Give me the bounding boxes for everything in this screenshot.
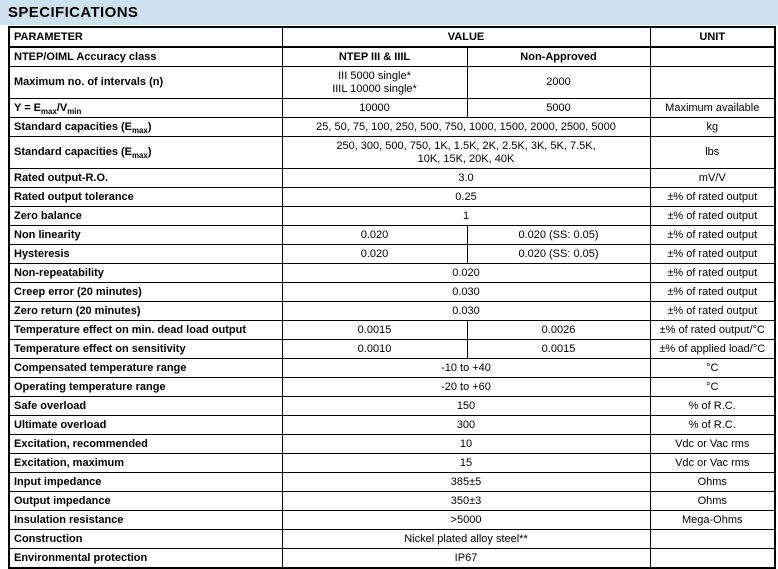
column-header-value: VALUE	[282, 27, 650, 47]
table-row	[9, 416, 775, 435]
ntep-value-cell: 0.020	[282, 245, 467, 264]
parameter-cell: Standard capacities $(E_{max})$	[9, 118, 282, 137]
unit-cell: °C	[650, 378, 775, 397]
value-cell: 0.020	[282, 264, 650, 283]
unit-cell: Vdc or Vac rms	[650, 435, 775, 454]
value-cell: 385±5	[282, 473, 650, 492]
table-row	[9, 530, 775, 549]
ntep-value-cell: 0.020	[282, 226, 467, 245]
value-cell: 0.030	[282, 283, 650, 302]
unit-cell: % of R.C.	[650, 397, 775, 416]
value-cell: Nickel plated alloy steel**	[282, 530, 650, 549]
unit-cell: ±% of rated output	[650, 264, 775, 283]
parameter-cell: Creep error (20 minutes)	[9, 283, 282, 302]
parameter-cell: Rated output tolerance	[9, 188, 282, 207]
value-cell: 15	[282, 454, 650, 473]
table-row	[9, 188, 775, 207]
table-row	[9, 511, 775, 530]
parameter-cell: Environmental protection	[9, 549, 282, 569]
unit-cell: Ohms	[650, 473, 775, 492]
table-row	[9, 245, 775, 264]
non-approved-value-cell: 0.0015	[467, 340, 650, 359]
table-row	[9, 169, 775, 188]
unit-cell: ±% of rated output	[650, 207, 775, 226]
unit-cell: °C	[650, 359, 775, 378]
unit-cell: lbs	[650, 137, 775, 169]
unit-cell	[650, 530, 775, 549]
table-row	[9, 492, 775, 511]
value-cell: IP67	[282, 549, 650, 569]
unit-cell: Ohms	[650, 492, 775, 511]
value-cell: 3.0	[282, 169, 650, 188]
table-row	[9, 118, 775, 137]
parameter-cell: Standard capacities $(E_{max})$	[9, 137, 282, 169]
parameter-cell: NTEP/OIML Accuracy class	[9, 47, 282, 67]
value-cell: 350±3	[282, 492, 650, 511]
table-row	[9, 549, 775, 569]
parameter-cell: $Y = E_{max}/V_{min}$	[9, 99, 282, 118]
value-cell: 250, 300, 500, 750, 1K, 1.5K, 2K, 2.5K, 3K, 5K, 7.5K, 10K, 15K, 20K, 40K	[282, 137, 650, 169]
table-row	[9, 207, 775, 226]
table-row	[9, 454, 775, 473]
parameter-cell: Construction	[9, 530, 282, 549]
title-band	[0, 0, 778, 25]
unit-cell: ±% of rated output	[650, 188, 775, 207]
unit-cell: ±% of rated output	[650, 283, 775, 302]
parameter-cell: Rated output-R.O.	[9, 169, 282, 188]
unit-cell: Maximum available	[650, 99, 775, 118]
parameter-cell: Zero balance	[9, 207, 282, 226]
unit-cell: kg	[650, 118, 775, 137]
value-cell: 25, 50, 75, 100, 250, 500, 750, 1000, 1500, 2000, 2500, 5000	[282, 118, 650, 137]
ntep-value-cell: 0.0010	[282, 340, 467, 359]
unit-cell	[650, 549, 775, 569]
parameter-cell: Excitation, recommended	[9, 435, 282, 454]
table-row	[9, 435, 775, 454]
table-header-row	[9, 27, 775, 47]
table-row	[9, 378, 775, 397]
page-title: SPECIFICATIONS	[8, 4, 139, 21]
parameter-cell: Insulation resistance	[9, 511, 282, 530]
value-cell: 1	[282, 207, 650, 226]
parameter-cell: Non linearity	[9, 226, 282, 245]
table-row	[9, 321, 775, 340]
value-cell: 10	[282, 435, 650, 454]
unit-cell: Mega-Ohms	[650, 511, 775, 530]
parameter-cell: Maximum no. of intervals (n)	[9, 67, 282, 99]
unit-cell: ±% of rated output	[650, 245, 775, 264]
non-approved-value-cell: 5000	[467, 99, 650, 118]
value-cell: 300	[282, 416, 650, 435]
table-row	[9, 264, 775, 283]
table-row	[9, 397, 775, 416]
table-row	[9, 359, 775, 378]
table-row	[9, 302, 775, 321]
specifications-table	[8, 26, 776, 569]
parameter-cell: Hysteresis	[9, 245, 282, 264]
unit-cell: ±% of rated output	[650, 226, 775, 245]
parameter-cell: Safe overload	[9, 397, 282, 416]
value-cell: -10 to +40	[282, 359, 650, 378]
table-row	[9, 67, 775, 99]
table-row	[9, 340, 775, 359]
parameter-cell: Temperature effect on sensitivity	[9, 340, 282, 359]
unit-cell: ±% of applied load/°C	[650, 340, 775, 359]
column-header-parameter: PARAMETER	[9, 27, 282, 47]
unit-cell: mV/V	[650, 169, 775, 188]
ntep-value-cell: 0.0015	[282, 321, 467, 340]
table-row	[9, 99, 775, 118]
ntep-value-cell: NTEP III & IIIL	[282, 47, 467, 67]
value-cell: 0.25	[282, 188, 650, 207]
unit-cell: % of R.C.	[650, 416, 775, 435]
parameter-cell: Compensated temperature range	[9, 359, 282, 378]
value-cell: 0.030	[282, 302, 650, 321]
non-approved-value-cell: Non-Approved	[467, 47, 650, 67]
parameter-cell: Output impedance	[9, 492, 282, 511]
parameter-cell: Temperature effect on min. dead load output	[9, 321, 282, 340]
unit-cell	[650, 47, 775, 67]
value-cell: -20 to +60	[282, 378, 650, 397]
non-approved-value-cell: 0.0026	[467, 321, 650, 340]
parameter-cell: Zero return (20 minutes)	[9, 302, 282, 321]
non-approved-value-cell: 2000	[467, 67, 650, 99]
unit-cell: ±% of rated output	[650, 302, 775, 321]
ntep-value-cell: 10000	[282, 99, 467, 118]
table-body	[9, 47, 775, 568]
table-row	[9, 473, 775, 492]
table-row	[9, 47, 775, 67]
value-cell: 150	[282, 397, 650, 416]
parameter-cell: Ultimate overload	[9, 416, 282, 435]
non-approved-value-cell: 0.020 (SS: 0.05)	[467, 245, 650, 264]
unit-cell	[650, 67, 775, 99]
unit-cell: ±% of rated output/°C	[650, 321, 775, 340]
parameter-cell: Excitation, maximum	[9, 454, 282, 473]
parameter-cell: Non-repeatability	[9, 264, 282, 283]
parameter-cell: Input impedance	[9, 473, 282, 492]
non-approved-value-cell: 0.020 (SS: 0.05)	[467, 226, 650, 245]
column-header-unit: UNIT	[650, 27, 775, 47]
parameter-cell: Operating temperature range	[9, 378, 282, 397]
table-row	[9, 137, 775, 169]
value-cell: >5000	[282, 511, 650, 530]
table-row	[9, 283, 775, 302]
ntep-value-cell: III 5000 single* IIIL 10000 single*	[282, 67, 467, 99]
unit-cell: Vdc or Vac rms	[650, 454, 775, 473]
table-row	[9, 226, 775, 245]
